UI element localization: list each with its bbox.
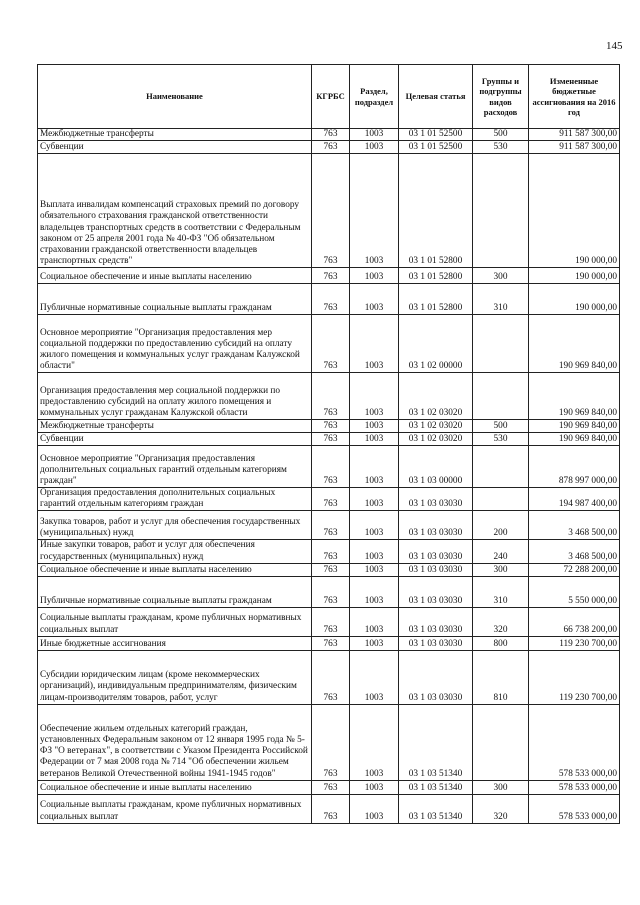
cell-amount: 190 969 840,00 (529, 420, 620, 433)
cell-group: 800 (473, 636, 529, 650)
cell-kgrbs: 763 (312, 576, 350, 607)
cell-target: 03 1 03 03030 (399, 488, 473, 511)
cell-amount: 119 230 700,00 (529, 636, 620, 650)
cell-target: 03 1 01 52800 (399, 268, 473, 284)
cell-kgrbs: 763 (312, 511, 350, 540)
table-header-row (38, 65, 620, 129)
cell-razdel: 1003 (350, 129, 399, 141)
cell-amount: 72 288 200,00 (529, 563, 620, 576)
cell-razdel: 1003 (350, 488, 399, 511)
cell-amount: 578 533 000,00 (529, 794, 620, 823)
cell-name: Социальное обеспечение и иные выплаты населению (38, 268, 312, 284)
header-amount: Измененные бюджетные ассигнования на 2016 год (529, 65, 620, 129)
cell-group: 310 (473, 576, 529, 607)
cell-group: 300 (473, 563, 529, 576)
cell-amount: 911 587 300,00 (529, 129, 620, 141)
cell-target: 03 1 01 52800 (399, 284, 473, 315)
cell-kgrbs: 763 (312, 154, 350, 268)
cell-target: 03 1 01 52800 (399, 154, 473, 268)
cell-group (473, 704, 529, 780)
table-row (38, 576, 620, 607)
cell-razdel: 1003 (350, 373, 399, 420)
cell-name: Иные бюджетные ассигнования (38, 636, 312, 650)
cell-amount: 190 969 840,00 (529, 433, 620, 446)
cell-amount: 578 533 000,00 (529, 704, 620, 780)
cell-target: 03 1 03 03030 (399, 650, 473, 704)
cell-kgrbs: 763 (312, 780, 350, 794)
cell-target: 03 1 03 51340 (399, 780, 473, 794)
cell-group: 810 (473, 650, 529, 704)
cell-kgrbs: 763 (312, 446, 350, 488)
cell-amount: 911 587 300,00 (529, 141, 620, 154)
cell-kgrbs: 763 (312, 563, 350, 576)
cell-razdel: 1003 (350, 650, 399, 704)
cell-kgrbs: 763 (312, 433, 350, 446)
table-row (38, 650, 620, 704)
cell-name: Иные закупки товаров, работ и услуг для обеспечения государственных (муниципальных) нужд (38, 540, 312, 563)
cell-group: 200 (473, 511, 529, 540)
table-row (38, 373, 620, 420)
cell-target: 03 1 01 52500 (399, 141, 473, 154)
cell-name: Межбюджетные трансферты (38, 420, 312, 433)
cell-razdel: 1003 (350, 268, 399, 284)
cell-target: 03 1 03 00000 (399, 446, 473, 488)
cell-target: 03 1 03 03030 (399, 607, 473, 636)
cell-name: Организация предоставления мер социальной поддержки по предоставлению субсидий на оплату жилого помещения и коммунальных услуг гражданам Калужской области (38, 373, 312, 420)
cell-target: 03 1 01 52500 (399, 129, 473, 141)
cell-amount: 66 738 200,00 (529, 607, 620, 636)
cell-target: 03 1 03 03030 (399, 576, 473, 607)
cell-razdel: 1003 (350, 704, 399, 780)
cell-kgrbs: 763 (312, 540, 350, 563)
cell-amount: 194 987 400,00 (529, 488, 620, 511)
cell-razdel: 1003 (350, 154, 399, 268)
cell-razdel: 1003 (350, 780, 399, 794)
header-kgrbs: КГРБС (312, 65, 350, 129)
cell-name: Основное мероприятие "Организация предоставления мер социальной поддержки по предоставлению субсидий на оплату жилого помещения и коммунальных услуг гражданам Калужской области" (38, 315, 312, 373)
cell-razdel: 1003 (350, 794, 399, 823)
cell-name: Публичные нормативные социальные выплаты гражданам (38, 284, 312, 315)
cell-group: 530 (473, 141, 529, 154)
table-row (38, 446, 620, 488)
cell-name: Социальные выплаты гражданам, кроме публичных нормативных социальных выплат (38, 794, 312, 823)
cell-group (473, 315, 529, 373)
cell-group: 320 (473, 607, 529, 636)
cell-kgrbs: 763 (312, 129, 350, 141)
cell-group: 530 (473, 433, 529, 446)
cell-name: Закупка товаров, работ и услуг для обеспечения государственных (муниципальных) нужд (38, 511, 312, 540)
cell-razdel: 1003 (350, 284, 399, 315)
table-row (38, 284, 620, 315)
cell-kgrbs: 763 (312, 141, 350, 154)
cell-razdel: 1003 (350, 511, 399, 540)
table-row (38, 704, 620, 780)
cell-group: 310 (473, 284, 529, 315)
cell-amount: 190 969 840,00 (529, 315, 620, 373)
cell-name: Выплата инвалидам компенсаций страховых премий по договору обязательного страхования гражданской ответственности владельцев транспортных средств в соответствии с Федеральным законом от 25 апреля 2001 года № 40-ФЗ "Об обязательном страховании гражданской ответственности владельцев транспортных средств" (38, 154, 312, 268)
cell-razdel: 1003 (350, 433, 399, 446)
cell-target: 03 1 02 00000 (399, 315, 473, 373)
cell-amount: 119 230 700,00 (529, 650, 620, 704)
cell-group (473, 446, 529, 488)
cell-amount: 578 533 000,00 (529, 780, 620, 794)
cell-target: 03 1 03 51340 (399, 794, 473, 823)
header-target: Целевая статья (399, 65, 473, 129)
cell-amount: 190 000,00 (529, 154, 620, 268)
cell-razdel: 1003 (350, 563, 399, 576)
cell-razdel: 1003 (350, 540, 399, 563)
cell-razdel: 1003 (350, 420, 399, 433)
cell-amount: 878 997 000,00 (529, 446, 620, 488)
table-row (38, 129, 620, 141)
cell-amount: 190 969 840,00 (529, 373, 620, 420)
table-row (38, 315, 620, 373)
cell-razdel: 1003 (350, 607, 399, 636)
cell-group: 500 (473, 129, 529, 141)
table-row (38, 540, 620, 563)
table-row (38, 488, 620, 511)
table-row (38, 154, 620, 268)
cell-kgrbs: 763 (312, 315, 350, 373)
cell-name: Обеспечение жильем отдельных категорий граждан, установленных Федеральным законом от 12 января 1995 года № 5-ФЗ "О ветеранах", в соответствии с Указом Президента Российской Федерации от 7 мая 2008 года № 714 "Об обеспечении жильем ветеранов Великой Отечественной войны 1941-1945 годов" (38, 704, 312, 780)
cell-razdel: 1003 (350, 576, 399, 607)
cell-kgrbs: 763 (312, 373, 350, 420)
cell-kgrbs: 763 (312, 420, 350, 433)
cell-kgrbs: 763 (312, 284, 350, 315)
cell-kgrbs: 763 (312, 650, 350, 704)
cell-amount: 3 468 500,00 (529, 540, 620, 563)
cell-kgrbs: 763 (312, 607, 350, 636)
cell-name: Субвенции (38, 433, 312, 446)
cell-target: 03 1 02 03020 (399, 420, 473, 433)
table-row (38, 511, 620, 540)
cell-group: 300 (473, 780, 529, 794)
cell-kgrbs: 763 (312, 268, 350, 284)
table-row (38, 607, 620, 636)
cell-group: 240 (473, 540, 529, 563)
cell-group: 500 (473, 420, 529, 433)
table-row (38, 794, 620, 823)
table-row (38, 433, 620, 446)
table-row (38, 780, 620, 794)
cell-amount: 3 468 500,00 (529, 511, 620, 540)
header-group: Группы и подгруппы видов расходов (473, 65, 529, 129)
header-razdel: Раздел, подраздел (350, 65, 399, 129)
cell-name: Субвенции (38, 141, 312, 154)
cell-amount: 5 550 000,00 (529, 576, 620, 607)
cell-target: 03 1 03 03030 (399, 540, 473, 563)
table-row (38, 141, 620, 154)
cell-target: 03 1 02 03020 (399, 433, 473, 446)
cell-group (473, 373, 529, 420)
cell-amount: 190 000,00 (529, 268, 620, 284)
cell-target: 03 1 03 03030 (399, 563, 473, 576)
cell-amount: 190 000,00 (529, 284, 620, 315)
page-number: 145 (606, 40, 623, 52)
cell-group: 300 (473, 268, 529, 284)
cell-name: Межбюджетные трансферты (38, 129, 312, 141)
table-row (38, 420, 620, 433)
cell-target: 03 1 03 51340 (399, 704, 473, 780)
cell-name: Основное мероприятие "Организация предоставления дополнительных социальных гарантий отдельным категориям граждан" (38, 446, 312, 488)
table-row (38, 563, 620, 576)
cell-razdel: 1003 (350, 315, 399, 373)
cell-name: Субсидии юридическим лицам (кроме некоммерческих организаций), индивидуальным предпринимателям, физическим лицам-производителям товаров, работ, услуг (38, 650, 312, 704)
cell-kgrbs: 763 (312, 794, 350, 823)
table-row (38, 636, 620, 650)
cell-razdel: 1003 (350, 636, 399, 650)
cell-kgrbs: 763 (312, 704, 350, 780)
cell-group (473, 488, 529, 511)
header-name: Наименование (38, 65, 312, 129)
cell-name: Социальное обеспечение и иные выплаты населению (38, 780, 312, 794)
cell-target: 03 1 03 03030 (399, 636, 473, 650)
table-row (38, 268, 620, 284)
cell-target: 03 1 02 03020 (399, 373, 473, 420)
cell-group: 320 (473, 794, 529, 823)
cell-group (473, 154, 529, 268)
cell-razdel: 1003 (350, 141, 399, 154)
cell-kgrbs: 763 (312, 636, 350, 650)
cell-name: Публичные нормативные социальные выплаты гражданам (38, 576, 312, 607)
cell-name: Социальное обеспечение и иные выплаты населению (38, 563, 312, 576)
cell-kgrbs: 763 (312, 488, 350, 511)
cell-target: 03 1 03 03030 (399, 511, 473, 540)
cell-name: Социальные выплаты гражданам, кроме публичных нормативных социальных выплат (38, 607, 312, 636)
budget-table (37, 64, 620, 824)
cell-name: Организация предоставления дополнительных социальных гарантий отдельным категориям граждан (38, 488, 312, 511)
cell-razdel: 1003 (350, 446, 399, 488)
